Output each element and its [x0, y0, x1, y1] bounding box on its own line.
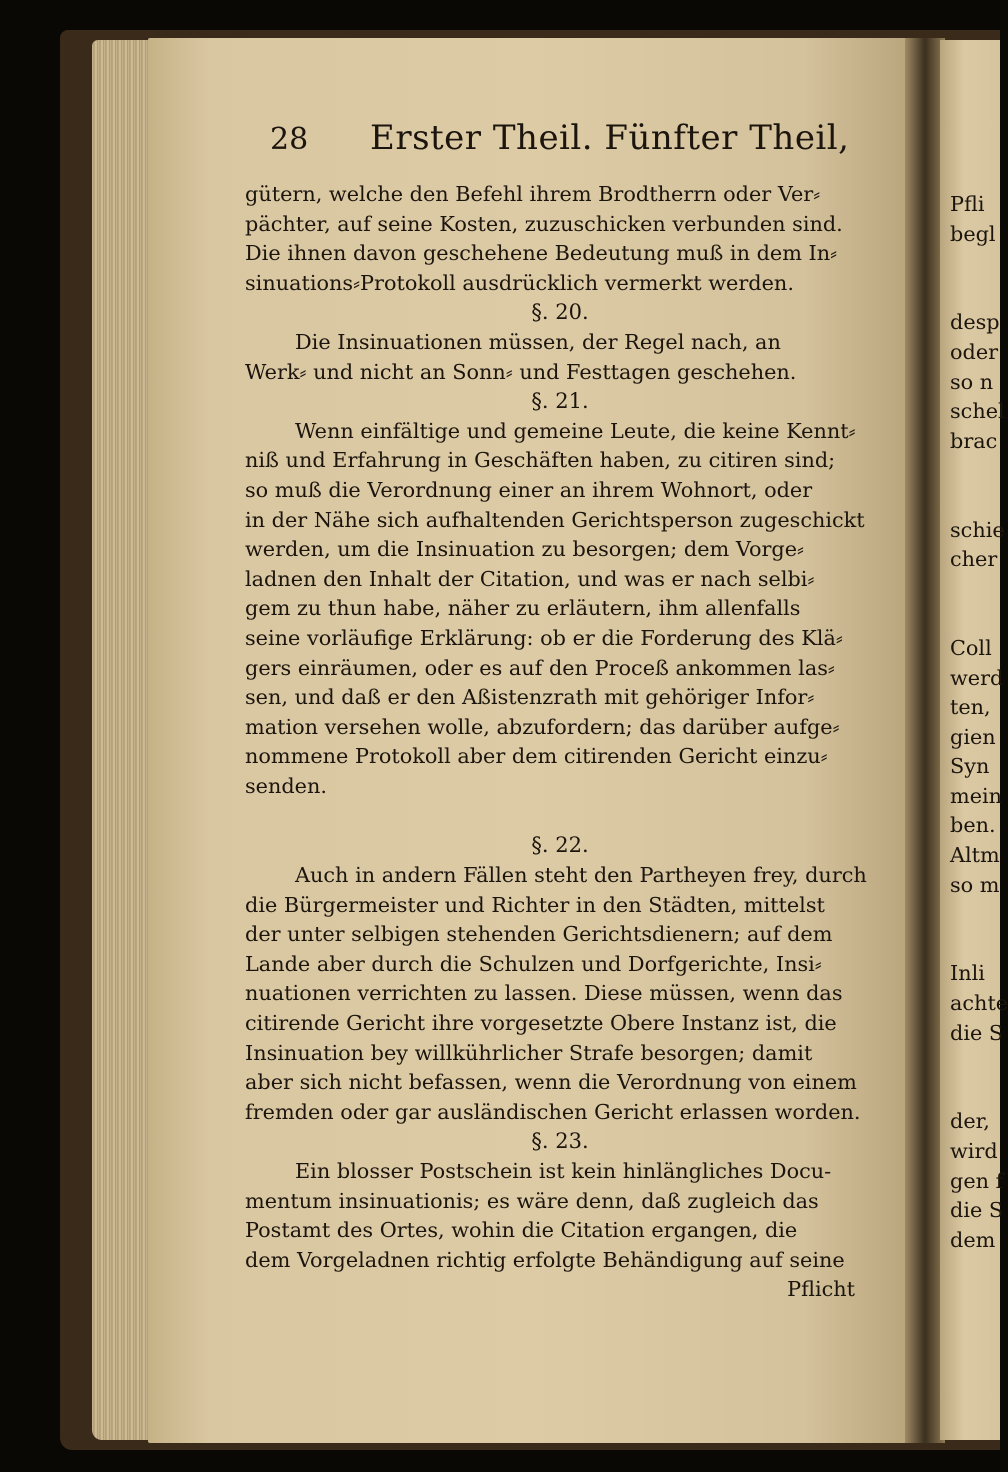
text-line: Die Insinuationen müssen, der Regel nach, an: [295, 329, 781, 354]
right-page-line: [950, 279, 1000, 309]
right-page-line: schie: [950, 517, 1005, 542]
catchword: Pflicht: [787, 1277, 855, 1302]
text-line: Auch in andern Fällen steht den Partheyen frey, durch: [295, 863, 867, 888]
right-page-line: Coll: [950, 635, 992, 660]
right-page-line: [950, 604, 1000, 634]
section-heading-23: §. 23.: [531, 1129, 589, 1154]
right-page-line: Pfli: [950, 192, 985, 216]
right-page-line: mein: [950, 783, 1003, 808]
text-line: Wenn einfältige und gemeine Leute, die keine Kennt⸗: [295, 418, 856, 443]
right-page-line: [950, 1048, 1000, 1078]
page-block-edge: [92, 40, 152, 1440]
section-heading-21: §. 21.: [531, 389, 589, 414]
right-page-line: gen f: [950, 1168, 1004, 1193]
section-21-paragraph: [245, 417, 875, 802]
text-line: dem Vorgeladnen richtig erfolgte Behändigung auf seine: [245, 1247, 845, 1272]
right-page-line: oder: [950, 339, 999, 364]
text-line: Lande aber durch die Schulzen und Dorfgerichte, Insi⸗: [245, 951, 822, 976]
text-line: Werk⸗ und nicht an Sonn⸗ und Festtagen geschehen.: [245, 359, 797, 384]
right-page-line: [950, 575, 1000, 605]
text-line: sen, und daß er den Aßistenzrath mit gehöriger Infor⸗: [245, 685, 815, 710]
right-page-line: [950, 1078, 1000, 1108]
right-page-line: begl: [950, 221, 996, 246]
right-page-line: gien: [950, 724, 996, 749]
text-line: Postamt des Ortes, wohin die Citation ergangen, die: [245, 1218, 798, 1243]
text-line: seine vorläufige Erklärung: ob er die Forderung des Klä⸗: [245, 625, 843, 650]
right-page-line: wird: [950, 1139, 998, 1163]
text-line: Ein blosser Postschein ist kein hinlängliches Docu-: [295, 1159, 832, 1183]
text-line: Insinuation bey willkührlicher Strafe besorgen; damit: [245, 1040, 813, 1065]
right-page-line: ten,: [950, 695, 991, 720]
text-line: ladnen den Inhalt der Citation, und was er nach selbi⸗: [245, 566, 815, 591]
text-line: nuationen verrichten zu lassen. Diese müssen, wenn das: [245, 981, 843, 1006]
right-page-line: ben.: [950, 813, 996, 838]
right-page-line: Altm: [950, 843, 1000, 868]
right-page-line: so n: [950, 369, 994, 394]
right-page-line: Inli: [950, 961, 985, 986]
text-line: der unter selbigen stehenden Gerichtsdienern; auf dem: [245, 922, 833, 947]
right-page-line: [950, 930, 1000, 960]
right-page-line: werd: [950, 665, 1004, 690]
page-number: 28: [270, 122, 309, 157]
text-line: mentum insinuationis; es wäre denn, daß zugleich das: [245, 1188, 819, 1213]
opening-paragraph: [245, 180, 875, 298]
right-page-line: achte: [950, 991, 1008, 1016]
right-page-line: [950, 486, 1000, 516]
text-line: Die ihnen davon geschehene Bedeutung muß in dem In⸗: [245, 241, 838, 266]
text-line: so muß die Verordnung einer an ihrem Wohnort, oder: [245, 477, 813, 502]
text-line: gem zu thun habe, näher zu erläutern, ihm allenfalls: [245, 596, 801, 621]
right-page-line: cher: [950, 547, 998, 572]
section-22-paragraph: [245, 861, 875, 1127]
right-page-line: so m: [950, 872, 1000, 897]
text-line: in der Nähe sich aufhaltenden Gerichtsperson zugeschickt: [245, 507, 865, 532]
book-gutter: [905, 38, 945, 1443]
section-23-paragraph: [245, 1157, 875, 1275]
section-heading-22: §. 22.: [531, 833, 589, 858]
right-page-line: dem: [950, 1227, 996, 1252]
text-line: werden, um die Insinuation zu besorgen; dem Vorge⸗: [245, 537, 804, 562]
right-page-fragments: [950, 190, 1008, 1255]
text-line: die Bürgermeister und Richter in den Städten, mittelst: [245, 892, 825, 917]
text-line: aber sich nicht befassen, wenn die Verordnung von einem: [245, 1070, 857, 1095]
text-line: gütern, welche den Befehl ihrem Brodtherrn oder Ver⸗: [245, 182, 821, 206]
text-line: senden.: [245, 773, 327, 798]
right-page-line: [950, 249, 1000, 279]
text-line: sinuations⸗Protokoll ausdrücklich vermerkt werden.: [245, 270, 794, 295]
right-page-line: der,: [950, 1109, 990, 1134]
right-page-line: [950, 456, 1000, 486]
text-line: niß und Erfahrung in Geschäften haben, zu citiren sind;: [245, 448, 836, 473]
right-page-line: Syn: [950, 754, 990, 779]
text-line: gers einräumen, oder es auf den Proceß ankommen las⸗: [245, 655, 835, 680]
right-page-line: desp: [950, 310, 1000, 335]
text-line: fremden oder gar ausländischen Gericht erlassen worden.: [245, 1099, 861, 1124]
right-page-line: die S: [950, 1198, 1004, 1223]
running-title: Erster Theil. Fünfter Theil,: [370, 118, 850, 158]
page-body: [245, 180, 875, 1305]
text-line: citirende Gericht ihre vorgesetzte Obere Instanz ist, die: [245, 1011, 837, 1036]
section-heading-20: §. 20.: [531, 300, 589, 325]
text-line: pächter, auf seine Kosten, zuzuschicken verbunden sind.: [245, 211, 843, 236]
right-page-line: brac: [950, 428, 998, 453]
section-20-paragraph: [245, 328, 875, 387]
page-header: [270, 118, 850, 168]
right-page-line: [950, 900, 1000, 930]
paragraph-gap: [245, 801, 875, 831]
right-page-line: schel: [950, 399, 1005, 424]
text-line: nommene Protokoll aber dem citirenden Gericht einzu⸗: [245, 744, 828, 769]
text-line: mation versehen wolle, abzufordern; das darüber aufge⸗: [245, 714, 840, 739]
right-page-line: die S: [950, 1020, 1004, 1045]
